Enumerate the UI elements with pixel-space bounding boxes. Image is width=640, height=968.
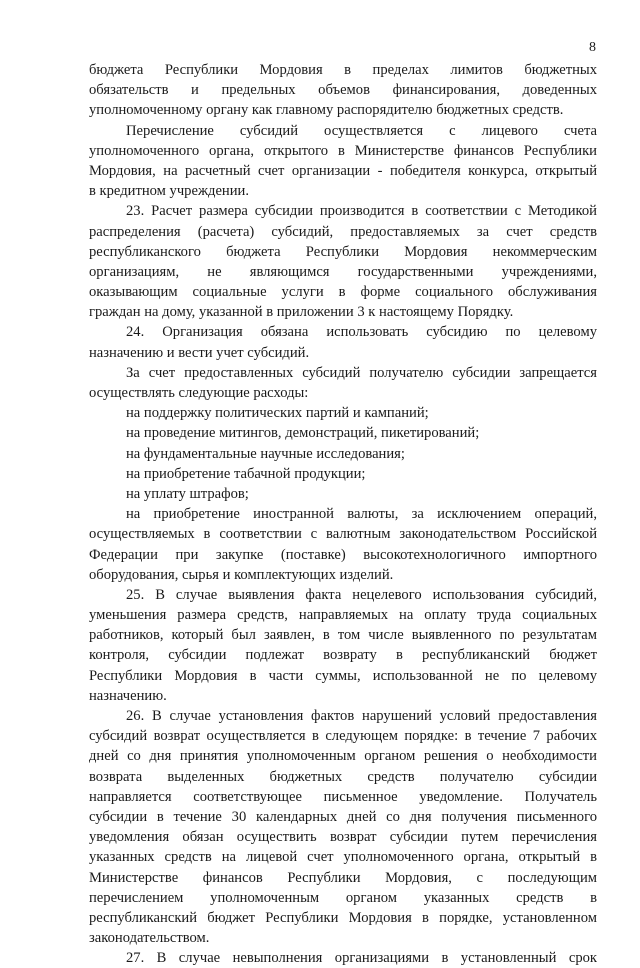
- text-line: Перечисление субсидий осуществляется с лицевого счета: [126, 122, 597, 139]
- text-line: уведомления обязан осуществить возврат субсидии путем перечисления: [89, 829, 597, 846]
- text-line: 26. В случае установления фактов нарушений условий предоставления: [126, 708, 597, 724]
- text-line: осуществляемых в соответствии с валютным законодательством Российской: [89, 526, 597, 543]
- text-line: назначению.: [89, 687, 167, 704]
- text-line: субсидии в течение 30 календарных дней со дня получения письменного: [89, 808, 597, 825]
- text-line: Республики Мордовия в части суммы, использованной не по целевому: [89, 667, 597, 684]
- text-line: Мордовия, на расчетный счет организации - победителя конкурса, открытый: [89, 162, 597, 179]
- text-line: субсидий возврат осуществляется в следующем порядке: в течение 7 рабочих: [89, 728, 597, 745]
- text-line: Федерации при закупке (поставке) высокотехнологичного импортного: [89, 546, 597, 563]
- text-line: на поддержку политических партий и кампаний;: [126, 405, 429, 422]
- text-line: За счет предоставленных субсидий получателю субсидии запрещается: [126, 364, 597, 381]
- document-body: [89, 60, 597, 968]
- text-line: уменьшения размера средств, направляемых на оплату труда социальных: [89, 607, 597, 624]
- text-line: законодательством.: [89, 930, 210, 947]
- text-line: граждан на дому, указанной в приложении 3 к настоящему Порядку.: [89, 304, 514, 321]
- text-line: на приобретение иностранной валюты, за исключением операций,: [126, 506, 597, 523]
- text-line: перечислением уполномоченным органом указанных средств в: [89, 889, 597, 906]
- text-line: осуществлять следующие расходы:: [89, 385, 309, 401]
- text-line: указанных средств на лицевой счет уполномоченного органа, открытый в: [89, 849, 597, 866]
- text-line: 25. В случае выявления факта нецелевого использования субсидий,: [126, 586, 597, 603]
- text-line: уполномоченного органа, открытого в Министерстве финансов Республики: [89, 142, 597, 159]
- text-line: на фундаментальные научные исследования;: [126, 445, 405, 462]
- text-line: 23. Расчет размера субсидии производится в соответствии с Методикой: [126, 203, 597, 220]
- text-line: Министерстве финансов Республики Мордовия, с последующим: [89, 869, 597, 886]
- text-line: уполномоченному органу как главному распорядителю бюджетных средств.: [89, 102, 564, 119]
- text-line: оказывающим социальные услуги в форме социального обслуживания: [89, 284, 597, 301]
- text-line: распределения (расчета) субсидий, предоставляемых за счет средств: [89, 223, 597, 240]
- text-line: назначению и вести учет субсидий.: [89, 344, 310, 361]
- text-line: оборудования, сырья и комплектующих изделий.: [89, 566, 394, 583]
- page-number: 8: [589, 40, 596, 55]
- text-line: на проведение митингов, демонстраций, пикетирований;: [126, 425, 480, 442]
- text-line: на уплату штрафов;: [126, 485, 249, 502]
- text-line: направляется соответствующее письменное уведомление. Получатель: [89, 788, 597, 805]
- text-line: 27. В случае невыполнения организациями в установленный срок: [126, 950, 597, 967]
- text-line: на приобретение табачной продукции;: [126, 465, 366, 482]
- text-line: республиканский бюджет Республики Мордовия в порядке, установленном: [89, 909, 597, 926]
- text-line: дней со дня принятия уполномоченным органом решения о необходимости: [89, 748, 597, 765]
- text-line: работников, который был заявлен, в том числе выявленного по результатам: [89, 627, 597, 644]
- text-line: возврата выделенных бюджетных средств получателю субсидии: [89, 768, 597, 785]
- text-line: организациям, не являющимся государственными учреждениями,: [89, 263, 597, 280]
- text-line: обязательств и предельных объемов финансирования, доведенных: [89, 82, 597, 99]
- text-line: контроля, субсидии подлежат возврату в республиканский бюджет: [89, 647, 597, 664]
- text-line: бюджета Республики Мордовия в пределах лимитов бюджетных: [89, 62, 597, 78]
- text-line: в кредитном учреждении.: [89, 183, 250, 200]
- text-line: республиканского бюджета Республики Мордовия некоммерческим: [89, 243, 597, 260]
- text-line: 24. Организация обязана использовать субсидию по целевому: [126, 324, 597, 341]
